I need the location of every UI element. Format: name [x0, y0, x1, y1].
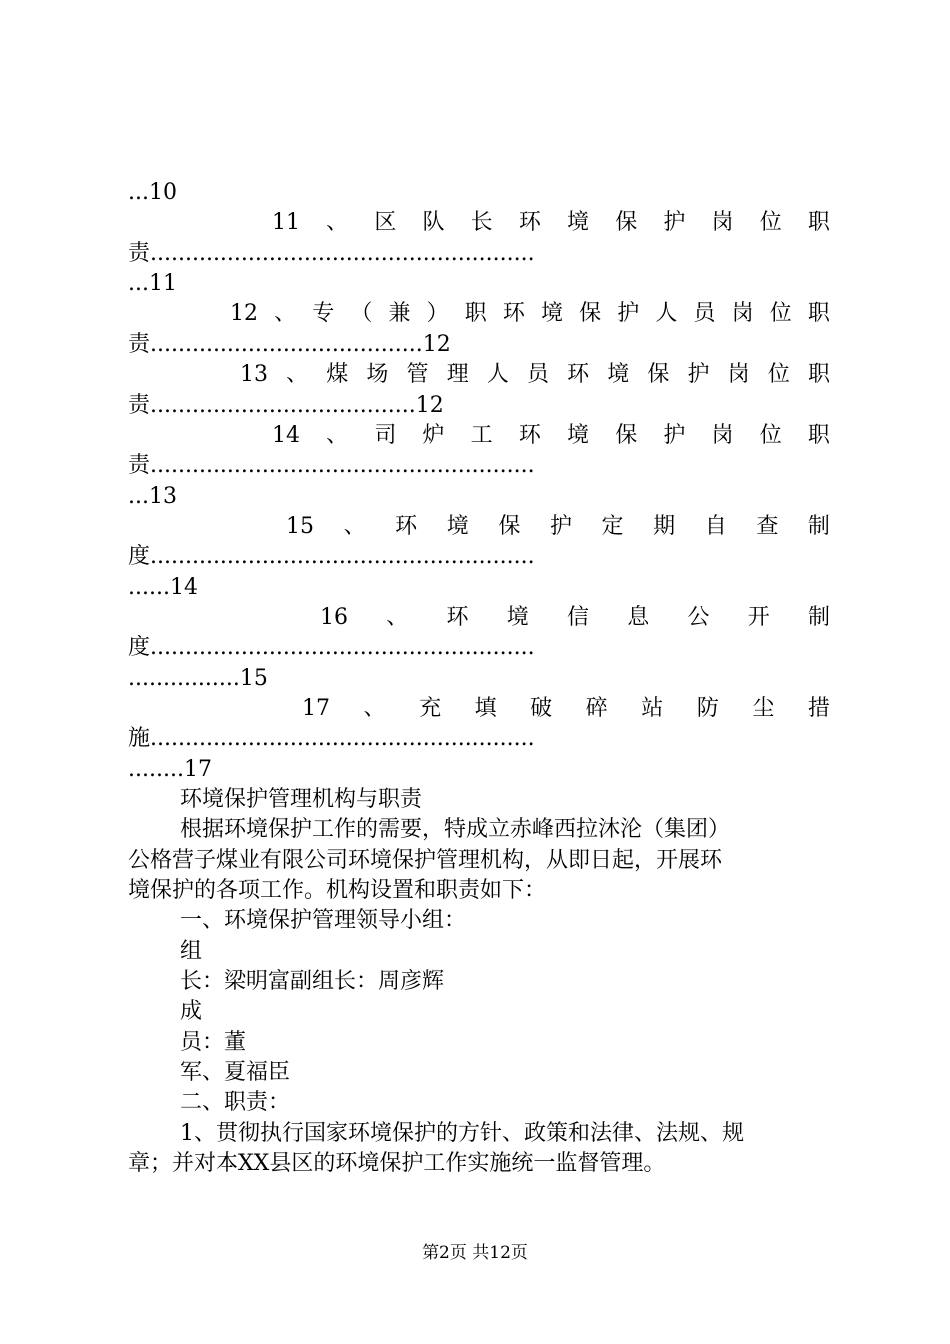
paragraph-line: 长：梁明富副组长：周彦辉: [180, 969, 445, 994]
toc-page-number: ...11: [128, 271, 177, 296]
toc-title-token: 环: [446, 605, 469, 630]
toc-title-token: 开: [747, 605, 770, 630]
toc-title-token: 公: [687, 605, 710, 630]
toc-title-token: 位: [769, 301, 792, 326]
toc-entry-title: [272, 208, 830, 238]
toc-entry-fill: 施.......................................................: [128, 726, 535, 751]
toc-title-token: 制: [807, 605, 830, 630]
toc-title-token: ）: [426, 301, 449, 326]
toc-title-token: 定: [601, 514, 624, 539]
toc-title-token: 境: [506, 605, 529, 630]
paragraph-line: 境保护的各项工作。机构设置和职责如下：: [128, 878, 547, 903]
toc-title-token: 区: [374, 210, 397, 235]
toc-title-token: 环: [518, 423, 541, 448]
toc-title-token: 破: [530, 696, 553, 721]
toc-title-token: 护: [687, 362, 710, 387]
toc-title-token: 位: [759, 210, 782, 235]
toc-title-token: 14: [272, 423, 300, 448]
toc-title-token: 境: [567, 210, 590, 235]
paragraph-line: 根据环境保护工作的需要，特成立赤峰西拉沐沦（集团）: [180, 817, 731, 842]
toc-page-number: ...10: [128, 180, 177, 205]
toc-entry-title: [240, 360, 830, 390]
toc-title-token: 、: [363, 696, 386, 721]
paragraph-line: 员：董: [180, 1030, 247, 1055]
toc-title-token: 人: [486, 362, 509, 387]
toc-title-token: 兼: [388, 301, 411, 326]
toc-title-token: 保: [647, 362, 670, 387]
toc-title-token: 尘: [752, 696, 775, 721]
toc-title-token: 保: [498, 514, 521, 539]
toc-title-token: 司: [374, 423, 397, 448]
toc-title-token: 岗: [727, 362, 750, 387]
toc-title-token: 信: [566, 605, 589, 630]
toc-title-token: 、: [326, 423, 349, 448]
toc-entry-fill: 责.......................................................: [128, 453, 535, 478]
toc-title-token: 自: [704, 514, 727, 539]
toc-title-token: 理: [446, 362, 469, 387]
paragraph-line: 成: [180, 999, 203, 1024]
toc-title-token: 护: [663, 423, 686, 448]
toc-title-token: 措: [807, 696, 830, 721]
toc-title-token: 16: [320, 605, 348, 630]
toc-page-number: ......14: [128, 575, 198, 600]
toc-title-token: 员: [526, 362, 549, 387]
toc-title-token: 环: [567, 362, 590, 387]
toc-title-token: 人: [655, 301, 678, 326]
toc-entry-fill: 责.......................................................: [128, 241, 535, 266]
toc-entry-fill: 度.......................................................: [128, 544, 535, 569]
section-title: 一、环境保护管理领导小组：: [180, 908, 467, 933]
section-title: 二、职责：: [180, 1090, 291, 1115]
toc-title-token: 环: [502, 301, 525, 326]
toc-title-token: 站: [641, 696, 664, 721]
toc-title-token: 期: [653, 514, 676, 539]
toc-title-token: 15: [286, 514, 314, 539]
toc-title-token: 长: [470, 210, 493, 235]
toc-title-token: 护: [617, 301, 640, 326]
paragraph-line: 公格营子煤业有限公司环境保护管理机构，从即日起，开展环: [128, 848, 723, 873]
toc-title-token: 境: [567, 423, 590, 448]
toc-entry-title: [286, 512, 830, 542]
toc-title-token: 、: [343, 514, 366, 539]
toc-title-token: 、: [274, 301, 297, 326]
toc-title-token: 11: [272, 210, 300, 235]
toc-title-token: 场: [366, 362, 389, 387]
paragraph-line: 组: [180, 939, 203, 964]
toc-title-token: 碎: [585, 696, 608, 721]
toc-page-number: ................15: [128, 666, 268, 691]
toc-title-token: 员: [693, 301, 716, 326]
toc-title-token: 职: [807, 210, 830, 235]
toc-title-token: 位: [759, 423, 782, 448]
section-heading: 环境保护管理机构与职责: [180, 787, 423, 812]
toc-title-token: 息: [627, 605, 650, 630]
toc-title-token: 煤: [326, 362, 349, 387]
page-footer: 第2页 共12页: [422, 1243, 528, 1263]
toc-entry-title: [230, 299, 830, 329]
toc-entry-fill: 责.......................................12: [128, 332, 451, 357]
toc-title-token: 13: [240, 362, 268, 387]
toc-title-token: 、: [286, 362, 309, 387]
toc-title-token: 岗: [731, 301, 754, 326]
toc-title-token: 17: [302, 696, 330, 721]
toc-title-token: 工: [470, 423, 493, 448]
paragraph-line: 1、贯彻执行国家环境保护的方针、政策和法律、法规、规: [180, 1121, 744, 1146]
toc-title-token: 填: [474, 696, 497, 721]
toc-title-token: 队: [422, 210, 445, 235]
toc-entry-title: [320, 603, 830, 633]
toc-title-token: 保: [615, 423, 638, 448]
toc-title-token: 位: [767, 362, 790, 387]
toc-title-token: 岗: [711, 423, 734, 448]
toc-title-token: 管: [406, 362, 429, 387]
toc-title-token: 12: [230, 301, 258, 326]
toc-page-number: ...13: [128, 484, 177, 509]
toc-title-token: 环: [518, 210, 541, 235]
toc-title-token: 护: [549, 514, 572, 539]
toc-title-token: 护: [663, 210, 686, 235]
toc-title-token: 境: [607, 362, 630, 387]
toc-title-token: 境: [540, 301, 563, 326]
toc-title-token: 职: [807, 301, 830, 326]
toc-title-token: 保: [579, 301, 602, 326]
toc-title-token: 境: [446, 514, 469, 539]
toc-title-token: 制: [807, 514, 830, 539]
toc-title-token: 防: [696, 696, 719, 721]
toc-entry-title: [302, 694, 830, 724]
toc-title-token: 职: [807, 362, 830, 387]
paragraph-line: 军、夏福臣: [180, 1060, 291, 1085]
toc-title-token: 炉: [422, 423, 445, 448]
toc-title-token: 充: [419, 696, 442, 721]
toc-entry-title: [272, 421, 830, 451]
paragraph-line: 章；并对本XX县区的环境保护工作实施统一监督管理。: [128, 1151, 666, 1176]
toc-title-token: 查: [756, 514, 779, 539]
toc-title-token: （: [350, 301, 373, 326]
toc-entry-fill: 责......................................12: [128, 393, 444, 418]
toc-title-token: 保: [615, 210, 638, 235]
toc-title-token: 岗: [711, 210, 734, 235]
toc-title-token: 环: [395, 514, 418, 539]
toc-entry-fill: 度.......................................................: [128, 635, 535, 660]
toc-title-token: 、: [326, 210, 349, 235]
toc-title-token: 专: [312, 301, 335, 326]
toc-title-token: 职: [464, 301, 487, 326]
toc-title-token: 、: [386, 605, 409, 630]
toc-page-number: ........17: [128, 757, 212, 782]
toc-title-token: 职: [807, 423, 830, 448]
